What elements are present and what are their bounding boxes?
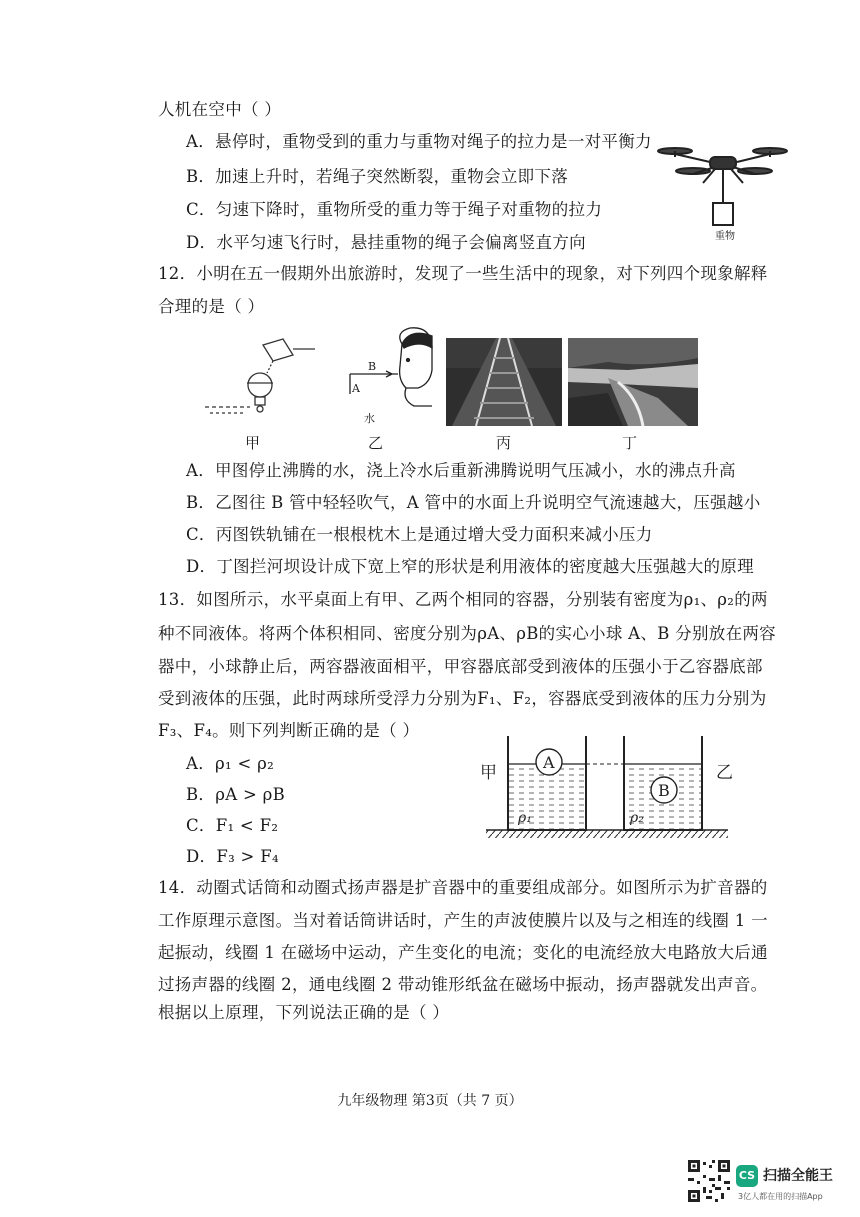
tube-b-label: B [368,360,377,373]
q12-option-c: C．丙图铁轨铺在一根根枕木上是通过增大受力面积来减小压力 [186,525,653,544]
tube-a-label: A [352,382,360,395]
rho2-label: ρ₂ [630,810,644,826]
q13-option-a: A．ρ₁ < ρ₂ [186,754,275,773]
q14-stem-line-4: 过扬声器的线圈 2，通电线圈 2 带动锥形纸盆在磁场中振动，扬声器就发出声音。 [158,975,768,994]
q13-stem-line-2: 种不同液体。将两个体积相同、密度分别为ρA、ρB的实心小球 A、B 分别放在两容 [158,624,776,643]
camscanner-name: 扫描全能王 [763,1168,833,1184]
page-footer: 九年级物理 第3页（共 7 页） [337,1093,523,1109]
blowing-figure [340,322,435,430]
q13-option-b: B．ρA > ρB [186,785,286,804]
q13-stem-line-3: 器中，小球静止后，两容器液面相平，甲容器底部受到液体的压强小于乙容器底部 [158,657,763,676]
q14-stem-line-1: 14．动圈式话筒和动圈式扬声器是扩音器中的重要组成部分。如图所示为扩音器的 [158,878,768,897]
fig-caption-jia: 甲 [245,434,261,452]
drone-weight-label: 重物 [715,231,735,242]
fig-caption-yi: 乙 [368,434,384,452]
camscanner-logo: CS [736,1165,758,1187]
containers-figure [478,730,740,842]
qr-code-icon [688,1160,730,1202]
q12-option-a: A．甲图停止沸腾的水，浇上冷水后重新沸腾说明气压减小，水的沸点升高 [186,461,736,480]
railway-photo [446,338,562,426]
q13-option-c: C．F₁ < F₂ [186,816,279,835]
q12-stem-line-1: 12．小明在五一假期外出旅游时，发现了一些生活中的现象，对下列四个现象解释 [158,264,768,283]
container-yi-label: 乙 [716,763,733,783]
q11-intro: 人机在空中（ ） [158,100,282,119]
camscanner-tagline: 3亿人都在用的扫描App [738,1192,823,1201]
rho1-label: ρ₁ [518,810,532,826]
fig-caption-ding: 丁 [622,434,638,452]
q11-option-c: C．匀速下降时，重物所受的重力等于绳子对重物的拉力 [186,200,603,219]
water-label: 水 [364,412,375,425]
drone-figure [655,135,790,245]
q12-option-b: B．乙图往 B 管中轻轻吹气，A 管中的水面上升说明空气流速越大，压强越小 [186,493,761,512]
q11-option-d: D．水平匀速飞行时，悬挂重物的绳子会偏离竖直方向 [186,233,586,252]
ball-a-label: A [543,753,555,772]
q12-option-d: D．丁图拦河坝设计成下宽上窄的形状是利用液体的密度越大压强越大的原理 [186,557,754,576]
q14-stem-line-3: 起振动，线圈 1 在磁场中运动，产生变化的电流；变化的电流经放大电路放大后通 [158,943,768,962]
q11-option-a: A．悬停时，重物受到的重力与重物对绳子的拉力是一对平衡力 [186,132,652,151]
q11-option-b: B．加速上升时，若绳子突然断裂，重物会立即下落 [186,167,569,186]
q13-option-d: D．F₃ > F₄ [186,847,279,866]
q13-stem-line-4: 受到液体的压强，此时两球所受浮力分别为F₁、F₂，容器底受到液体的压力分别为 [158,689,767,708]
q14-stem-line-5: 根据以上原理，下列说法正确的是（ ） [158,1003,450,1022]
ball-b-label: B [658,781,670,800]
q13-stem-line-1: 13．如图所示，水平桌面上有甲、乙两个相同的容器，分别装有密度为ρ₁、ρ₂的两 [158,590,768,609]
container-jia-label: 甲 [480,763,497,783]
dam-photo [568,338,698,426]
q13-stem-line-5: F₃、F₄。则下列判断正确的是（ ） [158,721,420,740]
q14-stem-line-2: 工作原理示意图。当对着话筒讲话时，产生的声波使膜片以及与之相连的线圈 1 一 [158,911,768,930]
flask-figure [195,335,320,425]
q12-stem-line-2: 合理的是（ ） [158,297,265,316]
fig-caption-bing: 丙 [496,434,512,452]
